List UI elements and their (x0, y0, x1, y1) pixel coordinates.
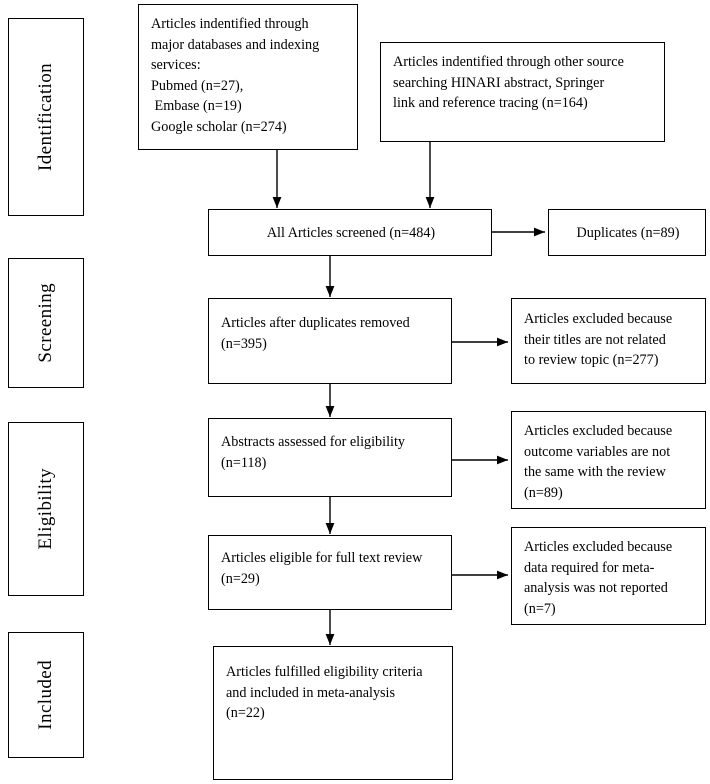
box-after-duplicates-line-1: Articles after duplicates removed (221, 315, 410, 331)
stage-label-identification-text: Identification (35, 63, 56, 171)
box-excluded-data-line-2: data required for meta- (524, 559, 655, 576)
box-databases-line-3: services: (151, 57, 201, 74)
box-full-text-review (208, 535, 452, 610)
box-excluded-titles-line-2: their titles are not related (524, 331, 666, 348)
stage-label-eligibility (8, 422, 84, 596)
box-full-text-review-line-1: Articles eligible for full text review (221, 550, 423, 566)
box-other-sources-line-3: link and reference tracing (n=164) (393, 95, 588, 112)
box-databases-line-2: major databases and indexing (151, 36, 320, 53)
box-databases-line-6: Google scholar (n=274) (151, 118, 287, 135)
box-databases-line-1: Articles indentified through (151, 16, 309, 32)
stage-label-screening (8, 258, 84, 388)
box-databases-line-5: Embase (n=19) (151, 98, 242, 115)
box-databases-line-4: Pubmed (n=27), (151, 77, 244, 94)
box-abstracts-assessed-line-1: Abstracts assessed for eligibility (221, 434, 406, 450)
stage-label-included (8, 632, 84, 758)
box-excluded-data-line-3: analysis was not reported (524, 580, 668, 597)
box-all-screened (208, 209, 492, 256)
box-excluded-titles (511, 298, 706, 384)
box-excluded-titles-line-1: Articles excluded because (524, 311, 673, 327)
box-other-sources-line-2: searching HINARI abstract, Springer (393, 74, 605, 91)
stage-label-included-text: Included (35, 660, 56, 730)
box-excluded-outcome-line-1: Articles excluded because (524, 423, 673, 439)
box-excluded-data-line-1: Articles excluded because (524, 539, 673, 555)
box-all-screened-line-1: All Articles screened (n=484) (266, 225, 436, 241)
box-after-duplicates (208, 298, 452, 384)
box-excluded-outcome-line-3: the same with the review (524, 464, 666, 481)
stage-label-identification (8, 18, 84, 216)
box-after-duplicates-line-2: (n=395) (221, 335, 267, 352)
box-excluded-data-line-4: (n=7) (524, 600, 556, 617)
box-excluded-outcome-line-2: outcome variables are not (524, 443, 671, 460)
box-included-final-line-3: (n=22) (226, 705, 265, 722)
stage-label-eligibility-text: Eligibility (35, 468, 56, 550)
stage-label-screening-text: Screening (35, 283, 56, 363)
box-duplicates (548, 209, 706, 256)
box-included-final-line-1: Articles fulfilled eligibility criteria (226, 664, 423, 680)
box-included-final-line-2: and included in meta-analysis (226, 684, 396, 701)
box-abstracts-assessed-line-2: (n=118) (221, 454, 267, 471)
box-excluded-titles-line-3: to review topic (n=277) (524, 352, 659, 369)
box-other-sources-line-1: Articles indentified through other source (393, 54, 624, 70)
box-excluded-data (511, 527, 706, 625)
box-databases (138, 4, 358, 150)
box-included-final (213, 646, 453, 780)
box-excluded-outcome (511, 411, 706, 509)
box-full-text-review-line-2: (n=29) (221, 570, 260, 587)
box-abstracts-assessed (208, 418, 452, 497)
box-excluded-outcome-line-4: (n=89) (524, 484, 563, 501)
box-duplicates-line-1: Duplicates (n=89) (576, 225, 680, 241)
box-other-sources (380, 42, 665, 142)
